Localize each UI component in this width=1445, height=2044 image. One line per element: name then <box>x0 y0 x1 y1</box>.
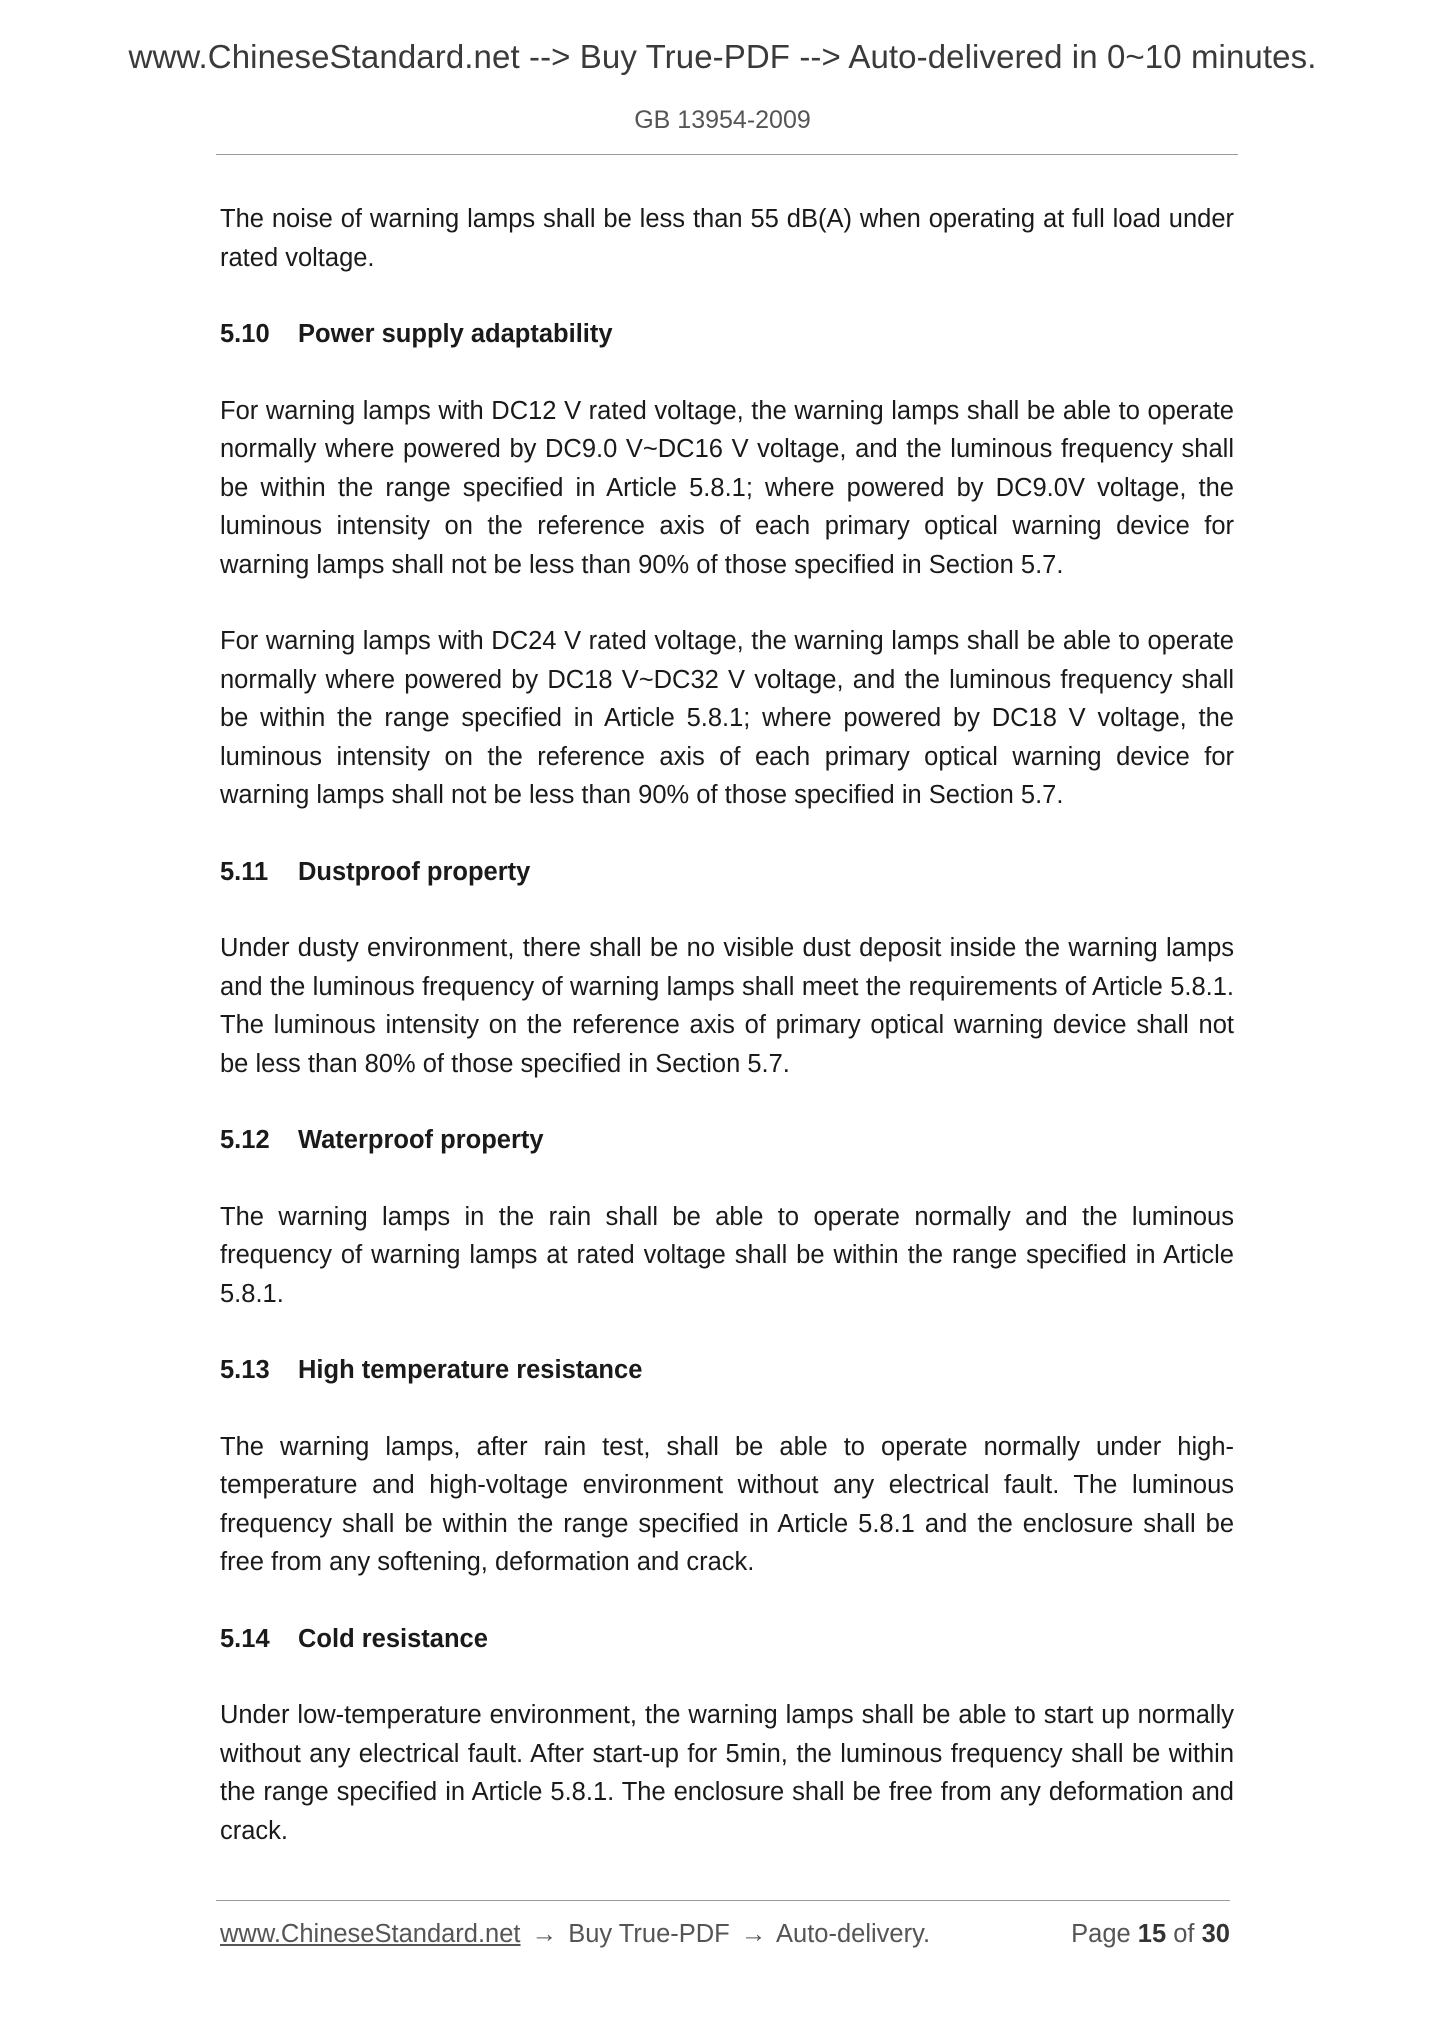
current-page-number: 15 <box>1137 1920 1167 1948</box>
section-paragraph: The warning lamps in the rain shall be able to operate normally and the luminous frequency of warning lamps at rated voltage shall be within the range specified in Article 5.8.1. <box>220 1202 1234 1308</box>
section-paragraph: The warning lamps, after rain test, shall be able to operate normally under high-temperature and high-voltage environment without any electrical fault. The luminous frequency shall be within the range specified in Article 5.8.1 and the enclosure shall be free from any softening, deformation and crack. <box>220 1432 1234 1576</box>
section-number: 5.10 <box>220 320 270 348</box>
section-title: Dustproof property <box>298 857 531 886</box>
header-divider <box>216 154 1238 155</box>
section-title: Power supply adaptability <box>298 320 613 348</box>
section-number: 5.11 <box>220 857 269 886</box>
footer-divider <box>216 1900 1230 1901</box>
section-paragraph: For warning lamps with DC12 V rated voltage, the warning lamps shall be able to operate normally where powered by DC9.0 V~DC16 V voltage, and the luminous frequency shall be within the range specified in Article 5.8.1; where powered by DC9.0V voltage, the luminous intensity on the reference axis of each primary optical warning device for warning lamps shall not be less than 90% of those specified in Section 5.7. <box>220 396 1234 579</box>
section-title: Waterproof property <box>298 1126 544 1154</box>
section-title: Cold resistance <box>298 1624 488 1653</box>
section-heading-5-11 <box>220 853 1234 892</box>
standard-code: GB 13954-2009 <box>634 106 811 134</box>
section-heading-5-14 <box>220 1620 1234 1659</box>
section-heading-5-13 <box>220 1351 1234 1390</box>
footer-delivery-text: Auto-delivery. <box>776 1920 931 1948</box>
of-label: of <box>1173 1920 1195 1948</box>
section-title: High temperature resistance <box>298 1356 643 1384</box>
section-paragraph: Under dusty environment, there shall be no visible dust deposit inside the warning lamps and the luminous frequency of warning lamps shall meet the requirements of Article 5.8.1. The luminous intensity on the reference axis of primary optical warning device shall not be less than 80% of those specified in Section 5.7. <box>220 934 1234 1078</box>
page-label: Page <box>1071 1920 1131 1948</box>
section-number: 5.14 <box>220 1624 270 1653</box>
footer-site-link[interactable]: www.ChineseStandard.net <box>220 1920 521 1948</box>
document-body <box>220 200 1234 1850</box>
footer-buy-text: Buy True-PDF <box>568 1920 730 1948</box>
section-heading-5-12 <box>220 1121 1234 1160</box>
page-footer <box>220 1920 1230 1949</box>
arrow-right-icon: → <box>531 1920 558 1948</box>
total-page-number: 30 <box>1201 1920 1230 1948</box>
section-number: 5.13 <box>220 1356 270 1384</box>
page-indicator <box>1071 1920 1230 1949</box>
header-banner: www.ChineseStandard.net --> Buy True-PDF --> Auto-delivered in 0~10 minutes. <box>128 38 1317 75</box>
arrow-right-icon: → <box>740 1920 767 1948</box>
section-paragraph: For warning lamps with DC24 V rated voltage, the warning lamps shall be able to operate normally where powered by DC18 V~DC32 V voltage, and the luminous frequency shall be within the range specified in Article 5.8.1; where powered by DC18 V voltage, the luminous intensity on the reference axis of each primary optical warning device for warning lamps shall not be less than 90% of those specified in Section 5.7. <box>220 627 1234 809</box>
section-number: 5.12 <box>220 1126 270 1154</box>
intro-paragraph: The noise of warning lamps shall be less than 55 dB(A) when operating at full load under rated voltage. <box>220 205 1234 272</box>
section-heading-5-10 <box>220 315 1234 354</box>
section-paragraph: Under low-temperature environment, the warning lamps shall be able to start up normally without any electrical fault. After start-up for 5min, the luminous frequency shall be within the range specified in Article 5.8.1. The enclosure shall be free from any deformation and crack. <box>220 1701 1234 1845</box>
